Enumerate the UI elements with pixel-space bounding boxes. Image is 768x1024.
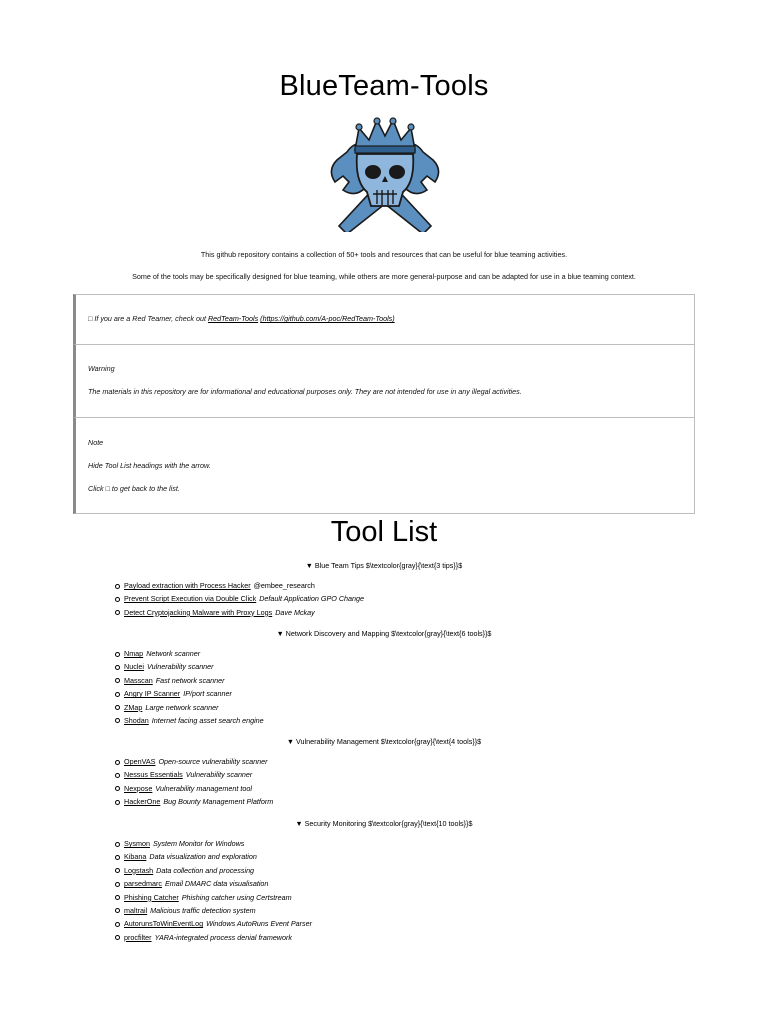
tool-desc: Email DMARC data visualisation — [164, 879, 269, 889]
tool-link[interactable]: maltrail — [124, 905, 148, 915]
tool-list-title: Tool List — [330, 516, 438, 548]
list-item — [114, 864, 312, 877]
group-heading-vulnerability-management[interactable]: ▼ Vulnerability Management $\textcolor{gray}{\text{4 tools}}$ — [286, 737, 482, 746]
tool-link[interactable]: Detect Cryptojacking Malware with Proxy Logs — [124, 607, 273, 617]
tool-desc: Vulnerability management tool — [155, 783, 252, 793]
list-item — [114, 606, 364, 619]
note-label: Note — [88, 438, 104, 447]
redteam-tools-url-link[interactable]: (https://github.com/A-poc/RedTeam-Tools) — [260, 314, 395, 323]
list-item — [114, 917, 312, 930]
list-item — [114, 674, 264, 687]
tool-desc: Malicious traffic detection system — [150, 905, 256, 915]
tool-desc: Dave Mckay — [275, 607, 315, 617]
tool-desc: Open-source vulnerability scanner — [158, 757, 268, 766]
list-item — [114, 931, 312, 944]
list-item — [114, 592, 364, 605]
redteam-tools-link[interactable]: RedTeam-Tools — [207, 314, 259, 323]
list-item — [114, 768, 273, 781]
tool-link[interactable]: Payload extraction with Process Hacker — [124, 581, 251, 590]
tool-desc: Vulnerability scanner — [146, 662, 214, 672]
tool-link[interactable]: Angry IP Scanner — [124, 689, 181, 699]
square-icon: □ — [88, 314, 93, 323]
tool-link[interactable]: Nmap — [124, 649, 144, 658]
tool-link[interactable]: Shodan — [124, 715, 149, 725]
tool-link[interactable]: AutorunsToWinEventLog — [124, 919, 204, 929]
tool-desc: Fast network scanner — [155, 675, 225, 685]
tool-desc: @embee_research — [253, 581, 315, 590]
tool-link[interactable]: OpenVAS — [124, 757, 156, 766]
page-title: BlueTeam-Tools — [279, 70, 489, 102]
tool-desc: YARA-integrated process denial framework — [154, 932, 292, 942]
list-item — [114, 647, 264, 660]
tool-desc: Phishing catcher using Certstream — [181, 892, 292, 902]
note-line-2-prefix: Click — [88, 484, 106, 493]
list-item — [114, 579, 364, 592]
note-callout — [73, 417, 695, 514]
tool-desc: Network scanner — [146, 649, 201, 658]
tool-link[interactable]: parsedmarc — [124, 879, 162, 889]
tool-link[interactable]: Sysmon — [124, 839, 150, 848]
warning-label: Warning — [88, 364, 115, 373]
tool-desc: Default Application GPO Change — [259, 594, 365, 604]
tool-link[interactable]: Prevent Script Execution via Double Click — [124, 594, 257, 604]
tool-link[interactable]: Nuclei — [124, 662, 144, 672]
tool-desc: Vulnerability scanner — [185, 770, 253, 780]
list-item — [114, 904, 312, 917]
group-heading-blue-team-tips[interactable]: ▼ Blue Team Tips $\textcolor{gray}{\text{3 tips}}$ — [305, 561, 463, 570]
tool-link[interactable]: Masscan — [124, 675, 153, 685]
note-line-2-suffix: to get back to the list. — [109, 484, 180, 493]
tool-list-security-monitoring — [114, 837, 312, 944]
tool-link[interactable]: Nessus Essentials — [124, 770, 183, 780]
note-line-1: Hide Tool List headings with the arrow. — [88, 461, 211, 470]
square-icon: □ — [105, 484, 110, 493]
skull-crown-logo — [325, 116, 445, 232]
tool-desc: Data visualization and exploration — [149, 852, 257, 862]
list-item — [114, 877, 312, 890]
tool-desc: Windows AutoRuns Event Parser — [206, 919, 313, 929]
tool-desc: IP/port scanner — [183, 689, 232, 699]
redteam-callout — [73, 294, 695, 345]
note-line-2 — [88, 484, 180, 493]
intro-line-2: Some of the tools may be specifically designed for blue teaming, while others are more general-purpose and can be adapted for use in a blue teaming context. — [132, 272, 636, 281]
tool-link[interactable]: Phishing Catcher — [124, 892, 179, 902]
list-item — [114, 701, 264, 714]
tool-desc: Internet facing asset search engine — [151, 715, 264, 725]
redteam-text — [88, 314, 395, 323]
tool-link[interactable]: Logstash — [124, 865, 154, 875]
tool-desc: Bug Bounty Management Platform — [163, 797, 274, 807]
tool-link[interactable]: Kibana — [124, 852, 147, 862]
list-item — [114, 755, 273, 768]
list-item — [114, 850, 312, 863]
tool-link[interactable]: procfilter — [124, 932, 152, 942]
tool-link[interactable]: Nexpose — [124, 783, 153, 793]
tool-list-blue-team-tips — [114, 579, 364, 619]
list-item — [114, 837, 312, 850]
list-item — [114, 795, 273, 808]
tool-desc: System Monitor for Windows — [152, 839, 245, 848]
tool-link[interactable]: ZMap — [124, 702, 143, 712]
list-item — [114, 660, 264, 673]
group-heading-network-discovery[interactable]: ▼ Network Discovery and Mapping $\textcolor{gray}{\text{6 tools}}$ — [276, 629, 492, 638]
list-item — [114, 687, 264, 700]
warning-text: The materials in this repository are for informational and educational purposes only. They are not intended for use in any illegal activities. — [88, 387, 522, 396]
list-item — [114, 782, 273, 795]
list-item — [114, 714, 264, 727]
tool-desc: Data collection and processing — [156, 865, 255, 875]
redteam-prefix: If you are a Red Teamer, check out — [92, 314, 208, 323]
tool-link[interactable]: HackerOne — [124, 797, 161, 807]
tool-desc: Large network scanner — [145, 702, 219, 712]
tool-list-vulnerability-management — [114, 755, 273, 809]
group-heading-security-monitoring[interactable]: ▼ Security Monitoring $\textcolor{gray}{\text{10 tools}}$ — [295, 819, 473, 828]
list-item — [114, 891, 312, 904]
warning-callout — [73, 344, 695, 418]
intro-line-1: This github repository contains a collection of 50+ tools and resources that can be useful for blue teaming activities. — [200, 250, 568, 259]
tool-list-network-discovery — [114, 647, 264, 727]
